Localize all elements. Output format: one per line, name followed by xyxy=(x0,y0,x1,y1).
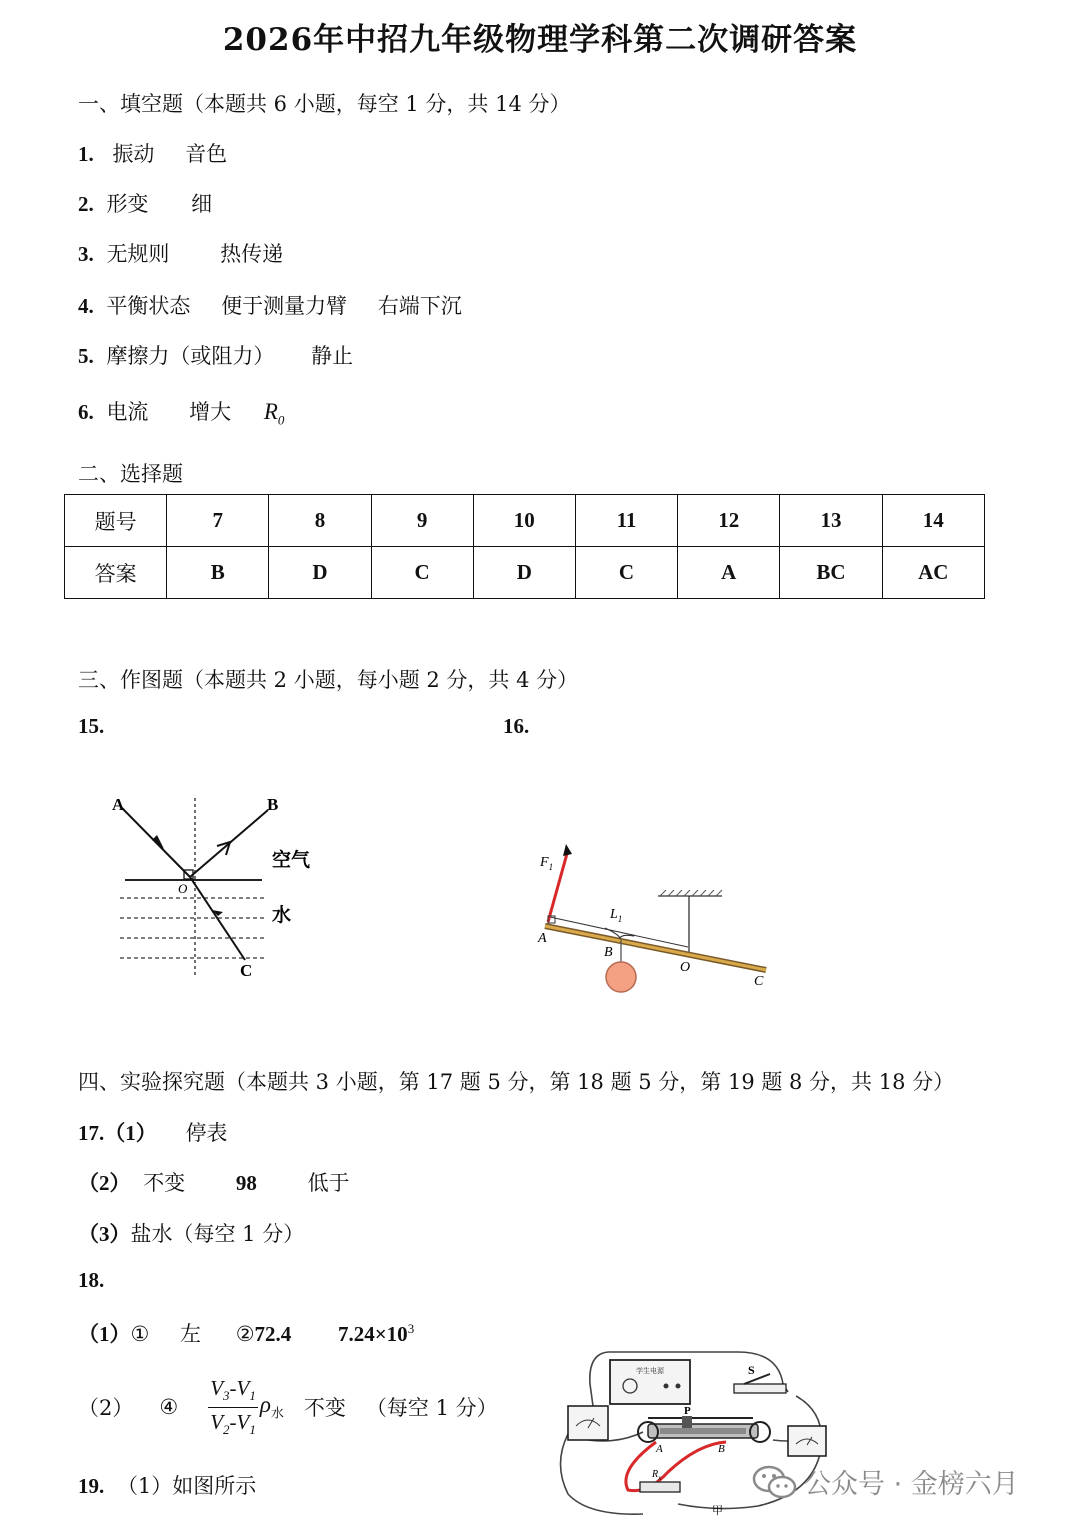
q1-answer-1: 振动 xyxy=(112,142,155,166)
q4-number: 4. xyxy=(78,294,94,318)
fraction-denominator: $V_2-V_1$ xyxy=(210,1409,256,1437)
answer-q1 xyxy=(78,138,227,168)
q5-number: 5. xyxy=(78,344,94,368)
lever-diagram xyxy=(530,840,780,1000)
q15-number: 15. xyxy=(78,714,105,738)
watermark-text: 公众号 · 金榜六月 xyxy=(804,1469,1019,1500)
density-fraction xyxy=(208,1376,258,1437)
q18-1-answer-3: $7.24\times 10^3$ xyxy=(337,1321,415,1346)
switch-s-label: S xyxy=(748,1363,755,1377)
q6-number: 6. xyxy=(78,400,94,424)
choice-answer: BC xyxy=(780,547,882,599)
choice-answer: A xyxy=(678,547,780,599)
choice-answer: D xyxy=(269,547,371,599)
section1-heading: 一、填空题（本题共 6 小题，每空 1 分，共 14 分） xyxy=(78,92,571,116)
air-label: 空气 xyxy=(272,849,311,871)
q17-1-answer: 停表 xyxy=(185,1121,228,1145)
q3-answer-1: 无规则 xyxy=(106,242,170,266)
q18-2-circle: ④ xyxy=(159,1395,179,1419)
q18-1-circle-2: ② xyxy=(235,1322,255,1346)
answer-q3 xyxy=(78,238,283,268)
answer-q6 xyxy=(78,396,284,429)
question-number: 8 xyxy=(269,495,371,547)
section2-heading: 二、选择题 xyxy=(78,462,183,486)
q17-3-label: （3） xyxy=(78,1222,131,1246)
table-row-questions xyxy=(65,495,985,547)
q2-number: 2. xyxy=(78,192,94,216)
q18-1-answer-2: 72.4 xyxy=(254,1322,292,1346)
q18-number: 18. xyxy=(78,1268,105,1292)
q19-1-answer: （1）如图所示 xyxy=(116,1474,257,1498)
answer-q17-3 xyxy=(78,1218,304,1248)
q17-1-label: 17.（1） xyxy=(78,1121,157,1145)
choice-answer: AC xyxy=(882,547,984,599)
figure-caption: 甲 xyxy=(712,1504,723,1517)
q4-answer-3: 右端下沉 xyxy=(377,294,462,318)
q17-3-answer: 盐水（每空 1 分） xyxy=(130,1222,305,1246)
question-number: 7 xyxy=(167,495,269,547)
slider-p-label: P xyxy=(684,1405,691,1417)
water-density-symbol: $\rho_水$ xyxy=(259,1392,284,1421)
question-number: 14 xyxy=(882,495,984,547)
answer-q2 xyxy=(78,188,212,218)
q17-2-answer-1: 不变 xyxy=(143,1171,186,1195)
row-label-questions: 题号 xyxy=(65,495,167,547)
point-a-label: A xyxy=(538,931,547,946)
watermark xyxy=(752,1462,1019,1501)
question-number: 10 xyxy=(473,495,575,547)
q5-answer-2: 静止 xyxy=(311,344,354,368)
q1-answer-2: 音色 xyxy=(185,142,228,166)
point-b-label: B xyxy=(604,945,613,960)
q17-2-answer-3: 低于 xyxy=(307,1171,350,1195)
q19-number: 19. xyxy=(78,1474,105,1498)
arm-l1-label: $L_1$ xyxy=(610,907,623,924)
answer-q18-2 xyxy=(78,1372,498,1442)
q17-2-label: （2） xyxy=(78,1171,131,1195)
refraction-diagram xyxy=(100,790,340,985)
point-o-label: O xyxy=(178,881,188,896)
page-title: 2026年中招九年级物理学科第二次调研答案 xyxy=(222,22,858,58)
section3-heading: 三、作图题（本题共 2 小题，每小题 2 分，共 4 分） xyxy=(78,668,579,692)
q4-answer-1: 平衡状态 xyxy=(106,294,191,318)
q18-1-answer-1: 左 xyxy=(180,1322,202,1346)
point-o-label: O xyxy=(680,960,691,975)
wechat-icon xyxy=(752,1463,798,1501)
choice-answer: C xyxy=(371,547,473,599)
q5-answer-1: 摩擦力（或阻力） xyxy=(106,344,275,368)
q17-2-answer-2: 98 xyxy=(235,1171,257,1195)
q4-answer-2: 便于测量力臂 xyxy=(221,294,348,318)
question-number: 9 xyxy=(371,495,473,547)
q18-1-circle-1: ① xyxy=(130,1322,150,1346)
point-a-label: A xyxy=(112,795,125,814)
q18-2-note: （每空 1 分） xyxy=(365,1396,498,1420)
q3-answer-2: 热传递 xyxy=(220,242,284,266)
power-supply-label: 学生电源 xyxy=(636,1367,664,1375)
question-number: 13 xyxy=(780,495,882,547)
q2-answer-2: 细 xyxy=(191,192,213,216)
q3-number: 3. xyxy=(78,242,94,266)
resistor-rx-label: $R_x$ xyxy=(652,1469,662,1482)
q18-2-label: （2） xyxy=(78,1396,134,1420)
answer-q17-1 xyxy=(78,1117,227,1147)
answer-q5 xyxy=(78,340,353,370)
answer-q4 xyxy=(78,290,462,320)
choice-answer: D xyxy=(473,547,575,599)
row-label-answers: 答案 xyxy=(65,547,167,599)
section4-heading: 四、实验探究题（本题共 3 小题，第 17 题 5 分，第 18 题 5 分，第 19 题 8 分，共 18 分） xyxy=(78,1070,955,1094)
answer-q19-1 xyxy=(78,1470,256,1500)
q1-number: 1. xyxy=(78,142,94,166)
q6-answer-3: $R_0$ xyxy=(263,399,285,428)
force-f1-label: $F_1$ xyxy=(540,855,554,872)
question-number: 12 xyxy=(678,495,780,547)
answer-table xyxy=(64,494,985,599)
q16-number: 16. xyxy=(503,714,530,738)
point-b-label: B xyxy=(267,795,279,814)
choice-answer: C xyxy=(575,547,677,599)
q2-answer-1: 形变 xyxy=(106,192,149,216)
point-c-label: C xyxy=(240,961,253,980)
q18-2-answer: 不变 xyxy=(303,1396,346,1420)
fraction-numerator: $V_3-V_1$ xyxy=(208,1376,258,1407)
question-number: 11 xyxy=(575,495,677,547)
q6-answer-2: 增大 xyxy=(189,400,232,424)
choice-answer: B xyxy=(167,547,269,599)
answer-q18-1 xyxy=(78,1318,414,1348)
point-c-label: C xyxy=(754,974,764,989)
table-row-answers xyxy=(65,547,985,599)
answer-q17-2 xyxy=(78,1167,350,1197)
terminal-b-label: B xyxy=(718,1443,725,1455)
q18-1-label: （1） xyxy=(78,1322,131,1346)
water-label: 水 xyxy=(272,904,292,926)
q6-answer-1: 电流 xyxy=(106,400,149,424)
terminal-a-label: A xyxy=(656,1443,663,1455)
